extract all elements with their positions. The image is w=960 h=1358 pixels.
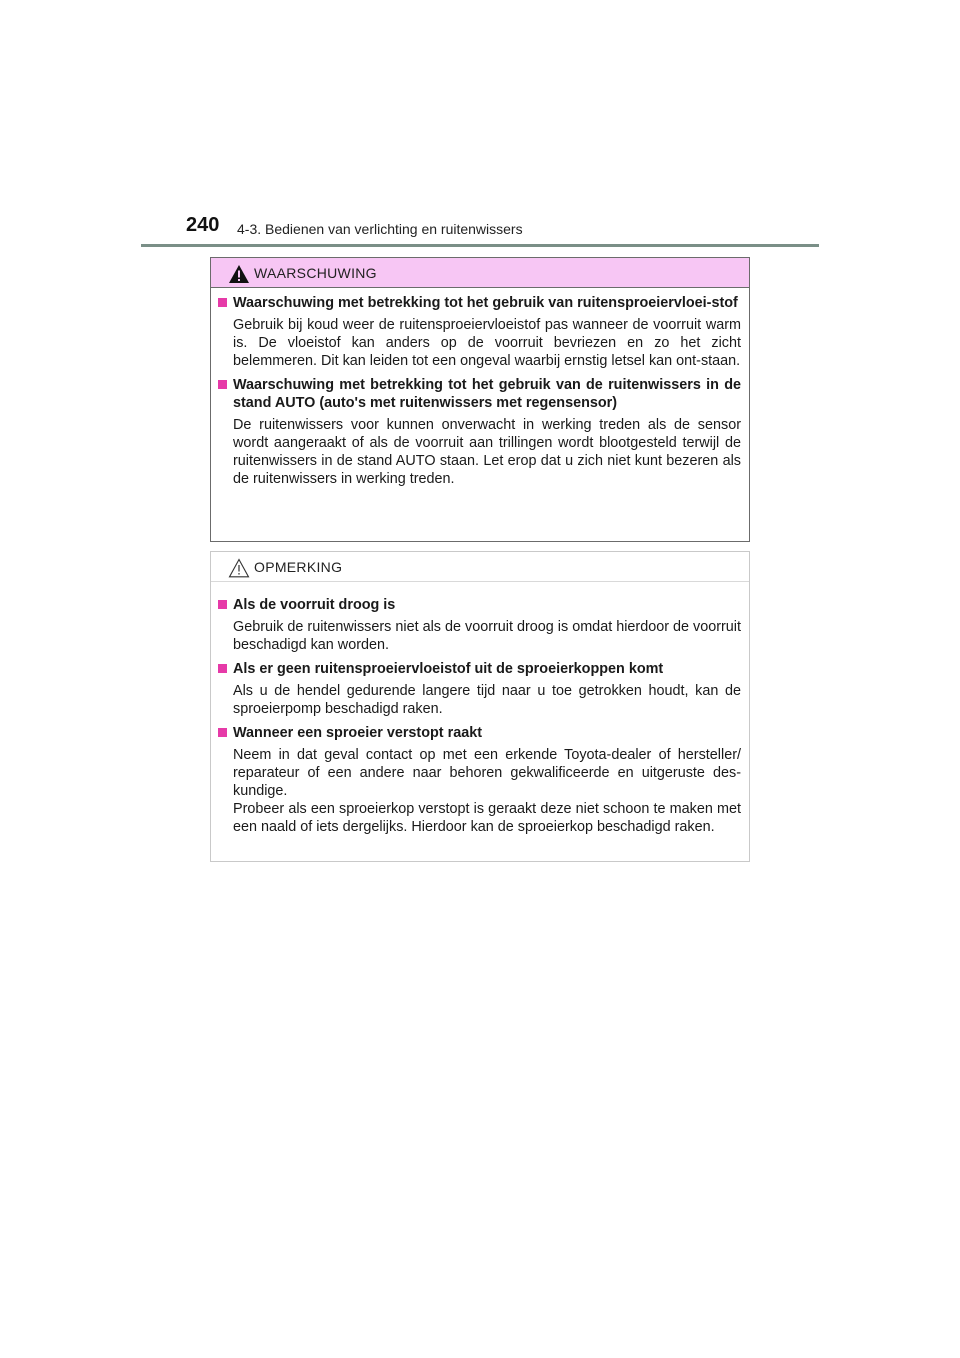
square-bullet-icon: [218, 380, 227, 389]
note-item: [218, 724, 741, 836]
page-header: [0, 0, 960, 250]
note-item-title: Als er geen ruitensproeiervloeistof uit de sproeierkoppen komt: [233, 661, 664, 677]
caution-triangle-icon: [228, 558, 250, 578]
warning-box: [210, 257, 750, 542]
square-bullet-icon: [218, 664, 227, 673]
note-body: [211, 582, 749, 836]
note-label: OPMERKING: [254, 559, 343, 575]
warning-label: WAARSCHUWING: [254, 265, 377, 281]
warning-item-text: De ruitenwissers voor kunnen onverwacht in werking treden als de sensor wordt aangeraakt of als de voorruit aan trillingen wordt blootgesteld terwijl de ruitenwissers in de stand AUTO staan. Let erop dat u zich niet kunt bezeren als de ruitenwissers in werking treden.: [233, 417, 741, 487]
note-item-title: Wanneer een sproeier verstopt raakt: [233, 725, 482, 741]
note-item: [218, 660, 741, 718]
warning-triangle-icon: [228, 264, 250, 284]
warning-item: [218, 294, 741, 370]
square-bullet-icon: [218, 298, 227, 307]
warning-body: [211, 288, 749, 488]
square-bullet-icon: [218, 728, 227, 737]
note-header: [211, 552, 749, 582]
note-item: [218, 596, 741, 654]
warning-item: [218, 376, 741, 488]
page-number: 240: [186, 214, 220, 236]
note-item-text: Gebruik de ruitenwissers niet als de voorruit droog is omdat hierdoor de voorruit beschadigd kan worden.: [233, 619, 741, 653]
warning-item-text: Gebruik bij koud weer de ruitensproeiervloeistof pas wanneer de voorruit warm is. De vloeistof kan anders op de voorruit bevriezen en zo het zicht belemmeren. Dit kan leiden tot een ongeval waarbij ernstig letsel kan ont-staan.: [233, 317, 741, 369]
note-item-title: Als de voorruit droog is: [233, 597, 396, 613]
header-divider: [141, 244, 819, 247]
warning-item-title: Waarschuwing met betrekking tot het gebruik van de ruitenwissers in de stand AUTO (auto's met ruitenwissers met regensensor): [233, 377, 741, 411]
note-box: [210, 551, 750, 862]
note-item-text: Als u de hendel gedurende langere tijd naar u toe getrokken houdt, kan de sproeierpomp beschadigd raken.: [233, 683, 741, 717]
warning-item-title: Waarschuwing met betrekking tot het gebruik van ruitensproeiervloei-stof: [233, 295, 738, 311]
section-title: 4-3. Bedienen van verlichting en ruitenwissers: [237, 221, 523, 237]
square-bullet-icon: [218, 600, 227, 609]
note-item-text: Neem in dat geval contact op met een erkende Toyota-dealer of hersteller/ reparateur of een andere naar behoren gekwalificeerde en uitgeruste des-kundige. Probeer als een sproeierkop verstopt is geraakt deze niet schoon te maken met een naald of iets dergelijks. Hierdoor kan de sproeierkop beschadigd raken.: [233, 747, 741, 835]
warning-header: [211, 258, 749, 288]
